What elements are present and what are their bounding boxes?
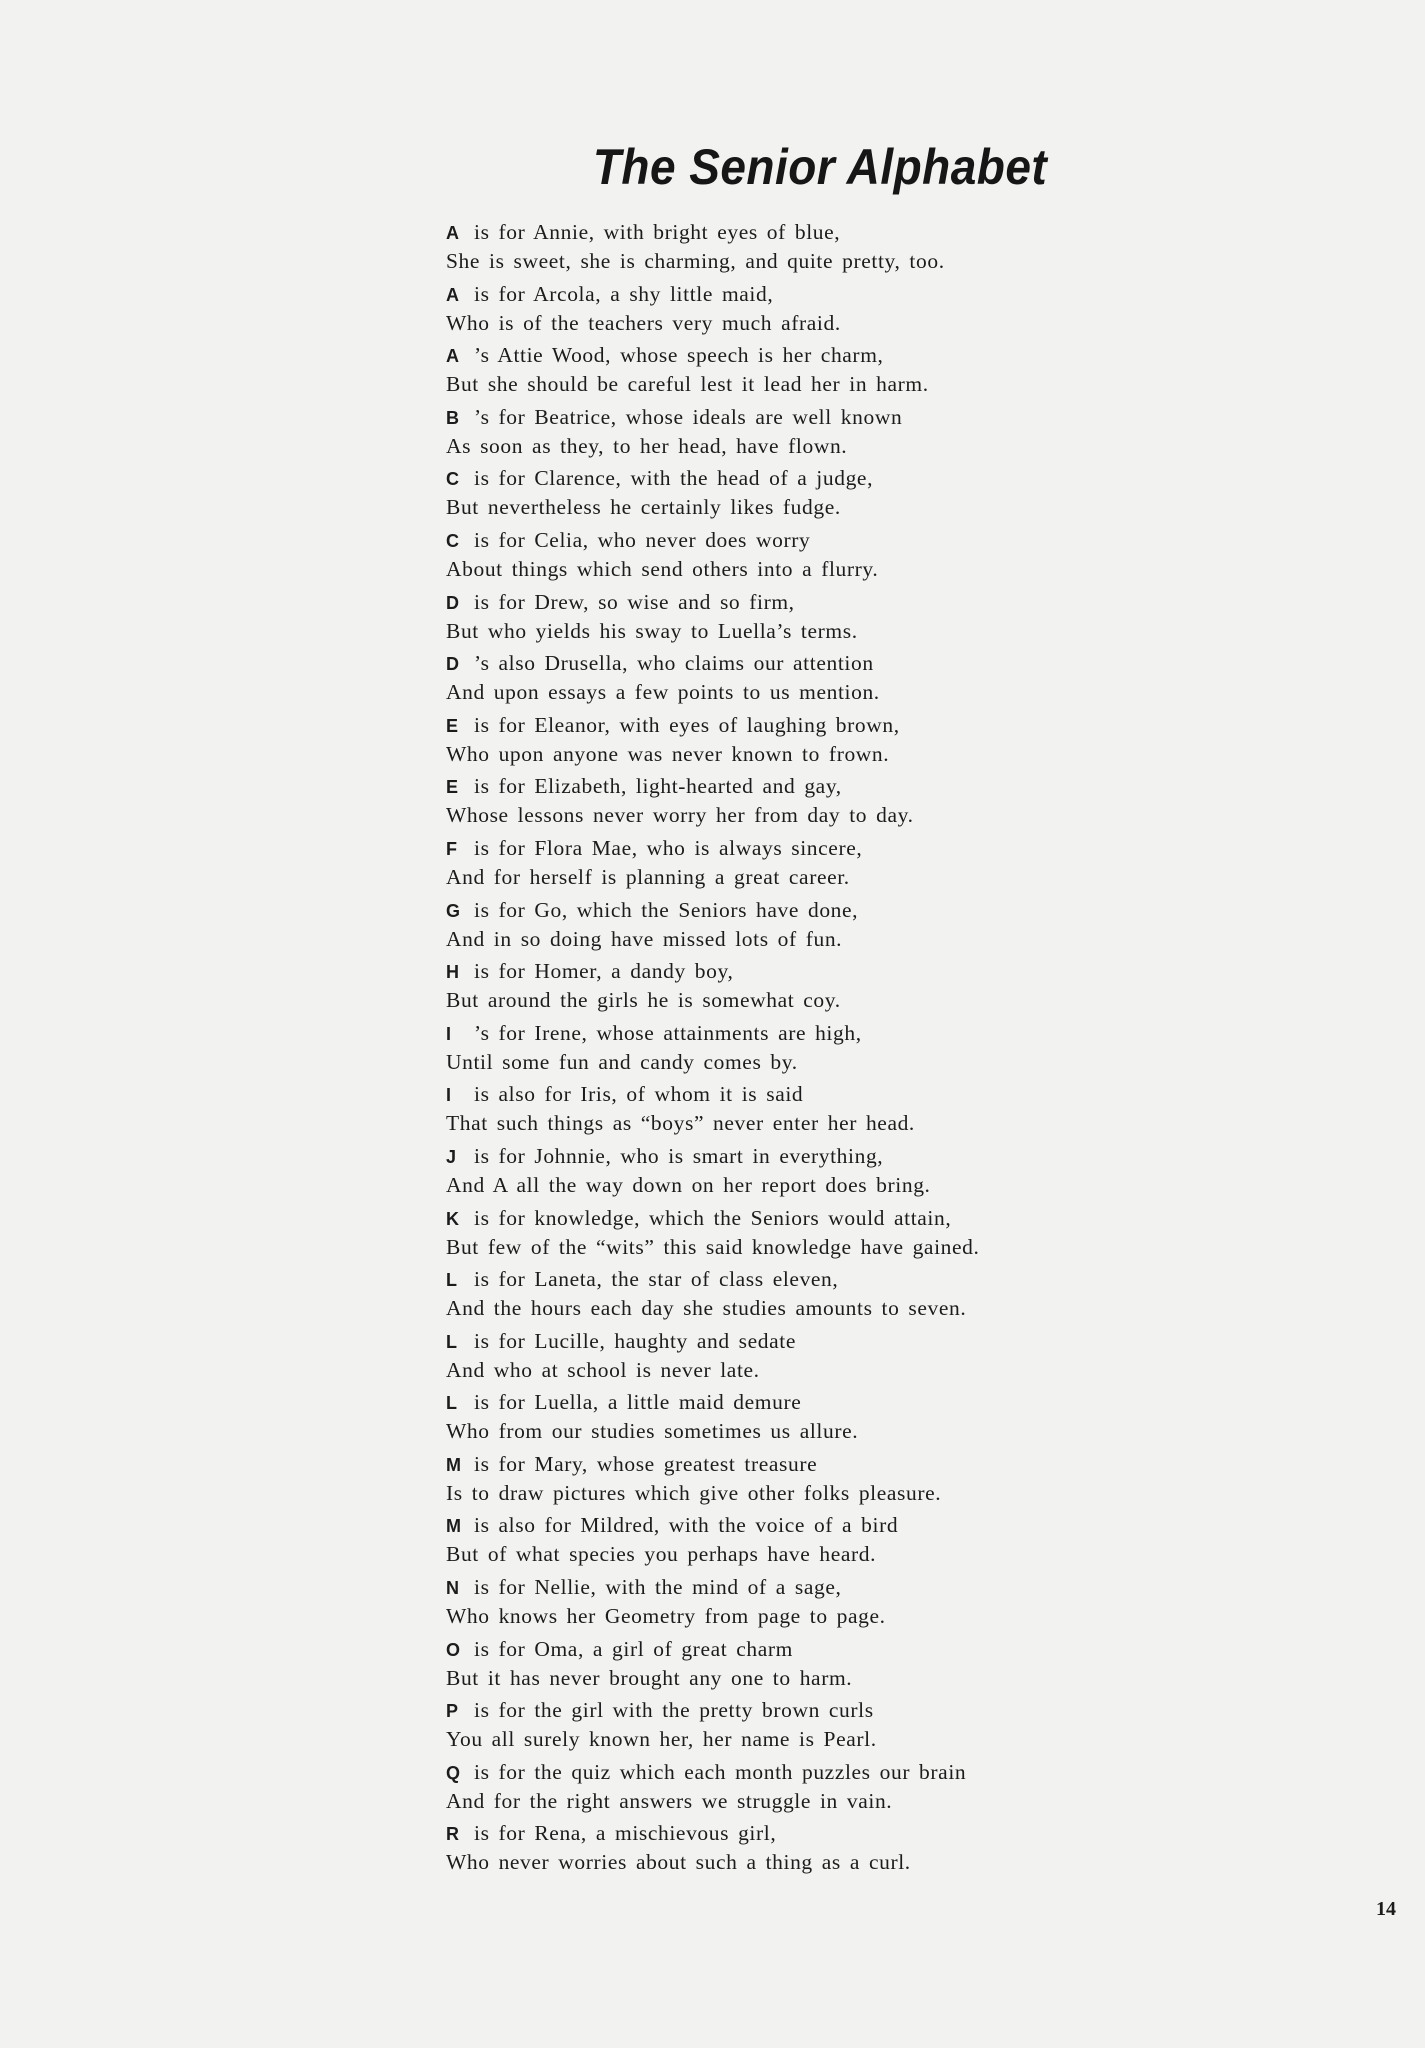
verse-text: is for Elizabeth, light-hearted and gay, <box>474 774 842 799</box>
verse-line-1 <box>446 834 1396 863</box>
verse-line-2: And for herself is planning a great career. <box>446 864 850 889</box>
verse-line-2: But it has never brought any one to harm. <box>446 1665 853 1690</box>
verse-line-2: Until some fun and candy comes by. <box>446 1049 798 1074</box>
verse-line-2: Who is of the teachers very much afraid. <box>446 310 841 335</box>
verse-text: is for Homer, a dandy boy, <box>474 959 734 984</box>
verse-line-2: And who at school is never late. <box>446 1357 760 1382</box>
verse-line-2: And in so doing have missed lots of fun. <box>446 926 843 951</box>
verse-text: is for Lucille, haughty and sedate <box>474 1328 796 1353</box>
verse-line-2: And upon essays a few points to us mention. <box>446 680 880 705</box>
verse-letter: M <box>446 1454 462 1475</box>
verse-line-1 <box>446 1204 1396 1233</box>
verse-text: is for Laneta, the star of class eleven, <box>474 1267 839 1292</box>
verse <box>446 772 1396 834</box>
verse-line-1 <box>446 1635 1396 1664</box>
verse-line-1 <box>446 1758 1396 1787</box>
verse-text: is for Drew, so wise and so firm, <box>474 589 795 614</box>
page-title: The Senior Alphabet <box>592 139 1048 195</box>
verse <box>446 218 1396 280</box>
verse-line-1 <box>446 772 1396 801</box>
verse-line-2: And the hours each day she studies amounts to seven. <box>446 1296 967 1321</box>
verse <box>446 1511 1396 1573</box>
verse-line-2: Whose lessons never worry her from day to day. <box>446 803 914 828</box>
verse-letter: I <box>446 1085 452 1106</box>
verse-letter: E <box>446 715 459 736</box>
verse <box>446 711 1396 773</box>
verse-line-1 <box>446 1265 1396 1294</box>
verse-text: is for Mary, whose greatest treasure <box>474 1451 818 1476</box>
verse <box>446 1573 1396 1635</box>
verse-line-1 <box>446 957 1396 986</box>
verse-line-1 <box>446 1388 1396 1417</box>
verse-letter: A <box>446 284 460 305</box>
verse <box>446 1819 1396 1881</box>
verse-letter: P <box>446 1701 459 1722</box>
verse-line-1 <box>446 1142 1396 1171</box>
verse-letter: C <box>446 469 460 490</box>
verse-text: is for the girl with the pretty brown curls <box>474 1698 874 1723</box>
poem <box>446 218 1396 1881</box>
verse <box>446 1388 1396 1450</box>
verse-letter: K <box>446 1208 460 1229</box>
verse-line-1 <box>446 1327 1396 1356</box>
verse-text: is for Annie, with bright eyes of blue, <box>474 220 841 244</box>
verse-line-2: But few of the “wits” this said knowledge have gained. <box>446 1234 980 1259</box>
verse-letter: A <box>446 223 460 243</box>
verse-text: is for Oma, a girl of great charm <box>474 1636 793 1661</box>
verse-letter: M <box>446 1516 462 1537</box>
verse <box>446 280 1396 342</box>
verse-letter: G <box>446 900 461 921</box>
verse-text: ’s also Drusella, who claims our attention <box>474 651 874 676</box>
verse <box>446 896 1396 958</box>
verse <box>446 403 1396 465</box>
verse-line-1 <box>446 1573 1396 1602</box>
verse <box>446 588 1396 650</box>
verse-line-1 <box>446 526 1396 555</box>
verse-line-1 <box>446 1696 1396 1725</box>
verse-text: is for Nellie, with the mind of a sage, <box>474 1575 842 1600</box>
verse-letter: N <box>446 1578 460 1599</box>
verse-letter: R <box>446 1824 460 1845</box>
verse-text: is for Celia, who never does worry <box>474 527 811 552</box>
verse-text: is for Go, which the Seniors have done, <box>474 897 859 922</box>
verse-line-2: Is to draw pictures which give other folks pleasure. <box>446 1480 942 1505</box>
verse-text: ’s for Beatrice, whose ideals are well known <box>474 404 903 429</box>
verse <box>446 1327 1396 1389</box>
verse-line-2: She is sweet, she is charming, and quite pretty, too. <box>446 249 945 273</box>
verse-line-2: Who from our studies sometimes us allure. <box>446 1419 859 1444</box>
verse-line-1 <box>446 341 1396 370</box>
verse <box>446 1758 1396 1820</box>
verse-line-2: About things which send others into a flurry. <box>446 556 879 581</box>
verse <box>446 1265 1396 1327</box>
verse-letter: B <box>446 407 460 428</box>
verse-text: is for knowledge, which the Seniors would attain, <box>474 1205 952 1230</box>
verse-letter: L <box>446 1393 458 1414</box>
verse-letter: A <box>446 346 460 367</box>
verse-text: is for Eleanor, with eyes of laughing brown, <box>474 712 900 737</box>
verse-line-2: But of what species you perhaps have heard. <box>446 1542 877 1567</box>
verse-text: is also for Mildred, with the voice of a bird <box>474 1513 899 1538</box>
verse-text: is for Rena, a mischievous girl, <box>474 1821 777 1846</box>
verse-line-1 <box>446 649 1396 678</box>
verse-line-1 <box>446 464 1396 493</box>
verse <box>446 1019 1396 1081</box>
verse-text: is for Luella, a little maid demure <box>474 1390 802 1415</box>
verse-letter: J <box>446 1146 457 1167</box>
verse-letter: O <box>446 1639 461 1660</box>
verse-letter: E <box>446 777 459 798</box>
verse <box>446 341 1396 403</box>
verse-letter: D <box>446 654 460 675</box>
verse-line-1 <box>446 711 1396 740</box>
verse-line-2: But around the girls he is somewhat coy. <box>446 988 841 1013</box>
verse-text: ’s Attie Wood, whose speech is her charm, <box>474 343 884 368</box>
verse-text: is also for Iris, of whom it is said <box>474 1082 804 1107</box>
verse <box>446 1450 1396 1512</box>
verse <box>446 649 1396 711</box>
verse <box>446 834 1396 896</box>
verse-line-1 <box>446 280 1396 309</box>
verse-line-2: And A all the way down on her report does bring. <box>446 1172 931 1197</box>
verse <box>446 1080 1396 1142</box>
verse-letter: Q <box>446 1762 461 1783</box>
verse-letter: D <box>446 592 460 613</box>
verse-line-1 <box>446 896 1396 925</box>
verse-line-1 <box>446 1819 1396 1848</box>
page-number: 14 <box>1376 1898 1396 1920</box>
verse-line-2: As soon as they, to her head, have flown. <box>446 433 848 458</box>
verse-text: is for Arcola, a shy little maid, <box>474 281 774 306</box>
verse-line-1 <box>446 1019 1396 1048</box>
verse <box>446 1204 1396 1266</box>
verse-text: is for Clarence, with the head of a judge, <box>474 466 874 491</box>
verse-line-1 <box>446 1511 1396 1540</box>
verse-line-1 <box>446 403 1396 432</box>
verse-letter: L <box>446 1270 458 1291</box>
verse-line-2: But she should be careful lest it lead her in harm. <box>446 372 929 397</box>
verse-text: is for Johnnie, who is smart in everything, <box>474 1143 884 1168</box>
verse-line-1 <box>446 588 1396 617</box>
verse-line-1 <box>446 1450 1396 1479</box>
verse-line-2: Who knows her Geometry from page to page. <box>446 1604 886 1629</box>
verse <box>446 1635 1396 1697</box>
verse-letter: I <box>446 1023 452 1044</box>
verse <box>446 957 1396 1019</box>
verse-text: ’s for Irene, whose attainments are high, <box>474 1020 862 1045</box>
verse-text: is for the quiz which each month puzzles our brain <box>474 1759 967 1784</box>
verse-line-2: That such things as “boys” never enter her head. <box>446 1111 915 1136</box>
verse <box>446 464 1396 526</box>
verse-line-2: You all surely known her, her name is Pearl. <box>446 1727 877 1752</box>
verse <box>446 526 1396 588</box>
verse-letter: C <box>446 530 460 551</box>
verse-letter: F <box>446 838 458 859</box>
verse <box>446 1142 1396 1204</box>
verse-line-2: Who upon anyone was never known to frown. <box>446 741 890 766</box>
verse <box>446 1696 1396 1758</box>
verse-line-2: And for the right answers we struggle in vain. <box>446 1788 893 1813</box>
verse-line-1 <box>446 1080 1396 1109</box>
verse-line-2: But nevertheless he certainly likes fudge. <box>446 495 841 520</box>
verse-line-2: Who never worries about such a thing as a curl. <box>446 1850 911 1875</box>
verse-text: is for Flora Mae, who is always sincere, <box>474 835 863 860</box>
verse-line-1 <box>446 218 1396 247</box>
verse-line-2: But who yields his sway to Luella’s terms. <box>446 618 858 643</box>
verse-letter: L <box>446 1331 458 1352</box>
verse-letter: H <box>446 962 460 983</box>
